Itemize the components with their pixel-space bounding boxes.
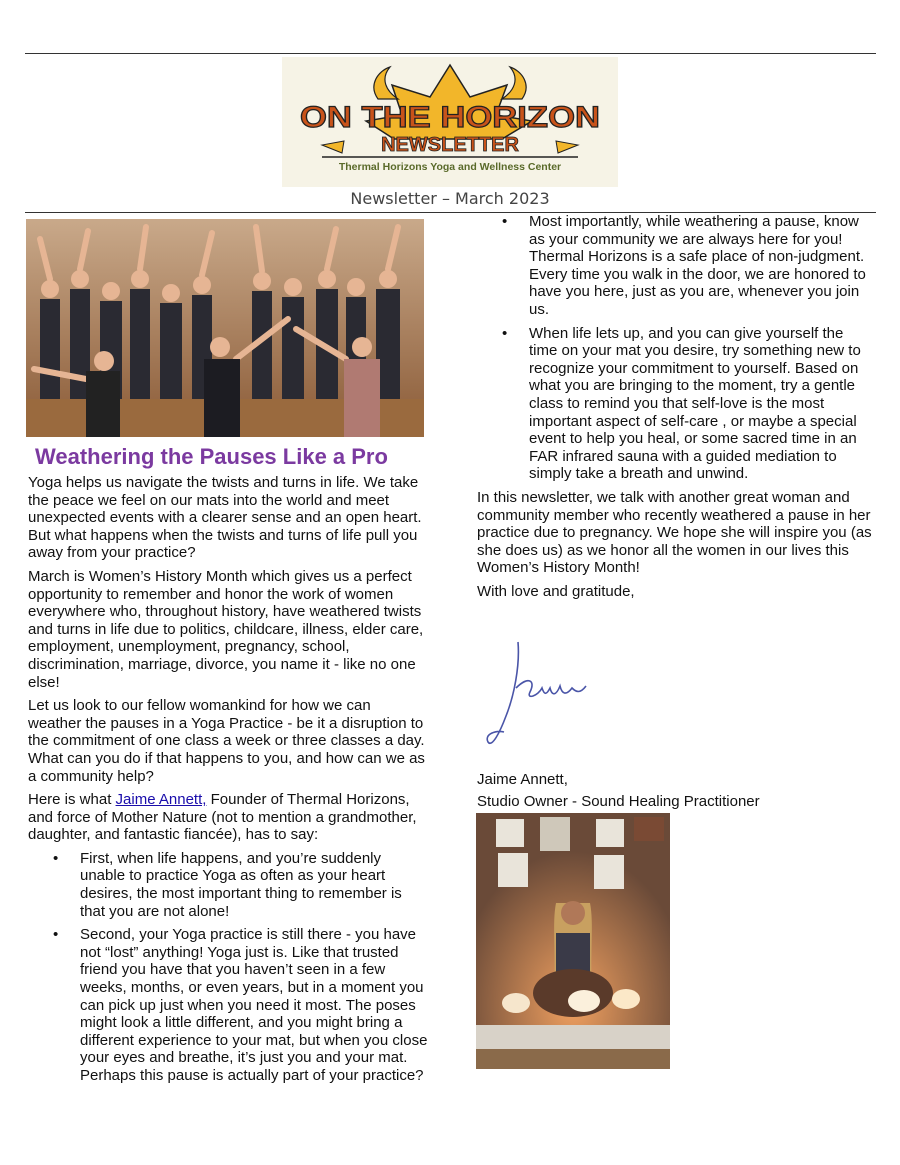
list-item-text: Most importantly, while weathering a pause, know as your community we are always here for you! Thermal Horizons is a safe place of non-judgment. Every time you walk in the door, we are honored to have you here, just as you are, whenever you join us.	[529, 213, 866, 318]
list-item-text: First, when life happens, and you’re suddenly unable to practice Yoga as often as your heart desires, the most important thing to remember is that you are not alone!	[80, 849, 402, 920]
advice-list-right	[477, 213, 875, 483]
logo-tagline: Thermal Horizons Yoga and Wellness Center	[338, 161, 562, 173]
jaime-annett-link[interactable]: Jaime Annett,	[115, 791, 207, 809]
paragraph-quote-intro	[28, 791, 428, 844]
list-item	[53, 849, 428, 920]
top-rule	[25, 53, 876, 54]
signer-name: Jaime Annett,	[477, 771, 568, 788]
paragraph-newsletter-intro: In this newsletter, we talk with another great woman and community member who recently weathered a pause in her practice due to pregnancy. We hope she will inspire you (as she does us) as we honor all the women in our lives this Women’s History Month!	[477, 488, 872, 577]
sound-healing-photo	[476, 813, 670, 1069]
logo-subtitle: NEWSLETTER	[381, 134, 519, 156]
bullet-icon: •	[502, 324, 508, 342]
article-heading: Weathering the Pauses Like a Pro	[35, 444, 388, 469]
list-item	[53, 926, 428, 1084]
signer-title: Studio Owner - Sound Healing Practitioner	[477, 793, 760, 810]
signature-block	[477, 769, 760, 813]
bullet-icon: •	[53, 926, 59, 944]
left-column	[28, 443, 428, 1091]
advice-list-left	[28, 850, 428, 1085]
list-item	[502, 213, 875, 319]
paragraph-womens-history: March is Women’s History Month which gives us a perfect opportunity to remember and honor the work of women everywhere who, throughout history, have weathered twists and turns in life due to politics, childcare, illness, elder care, employment, unemployment, pregnancy, school, discrimination, marriage, divorce, you name it - like no one else!	[28, 567, 424, 691]
handwritten-signature	[480, 636, 600, 754]
list-item-text: When life lets up, and you can give yourself the time on your mat you desire, try something new to recognize your commitment to yourself. Based on what you are bringing to the moment, try a gentle class to remind you that self-love is the most important aspect of self-care , or maybe a special event to help you heal, or some sacred time in an FAR infrared sauna with a guided mediation to simply take a breath and unwind.	[529, 324, 861, 483]
bullet-icon: •	[502, 213, 508, 230]
quote-intro-after: Founder of Thermal Horizons, and force of Mother Nature (not to mention a grandmother, daughter, and fantastic fiancée), has to say:	[28, 791, 417, 844]
bullet-icon: •	[53, 849, 59, 867]
paragraph-intro: Yoga helps us navigate the twists and turns in life. We take the peace we feel on our mats into the world and meet unexpected events with a clearer sense and an open heart. But what happens when the twists and turns of life pull you away from your practice?	[28, 474, 422, 562]
paragraph-community: Let us look to our fellow womankind for how we can weather the pauses in a Yoga Practice - be it a disruption to the commitment of one class a week or three classes a day. What can you do if that happens to you, and how can we as a community help?	[28, 697, 425, 785]
quote-intro-before: Here is what	[28, 791, 116, 809]
right-column	[477, 213, 875, 606]
list-item	[502, 324, 875, 483]
closing-line: With love and gratitude,	[477, 582, 635, 600]
issue-date: Newsletter – March 2023	[350, 189, 550, 208]
logo-title: ON THE HORIZON	[300, 101, 600, 134]
newsletter-logo	[282, 57, 618, 187]
list-item-text: Second, your Yoga practice is still there - you have not “lost” anything! Yoga just is. Like that trusted friend you have that you haven’t seen in a few weeks, months, or even years, but in a moment you can pick up just when you need it most. The poses might look a little different, and you might bring a different experience to your mat, but when you close your eyes and breathe, it’s just you and your mat. Perhaps this pause is actually part of your practice?	[80, 926, 428, 1084]
yoga-class-photo	[26, 219, 424, 437]
